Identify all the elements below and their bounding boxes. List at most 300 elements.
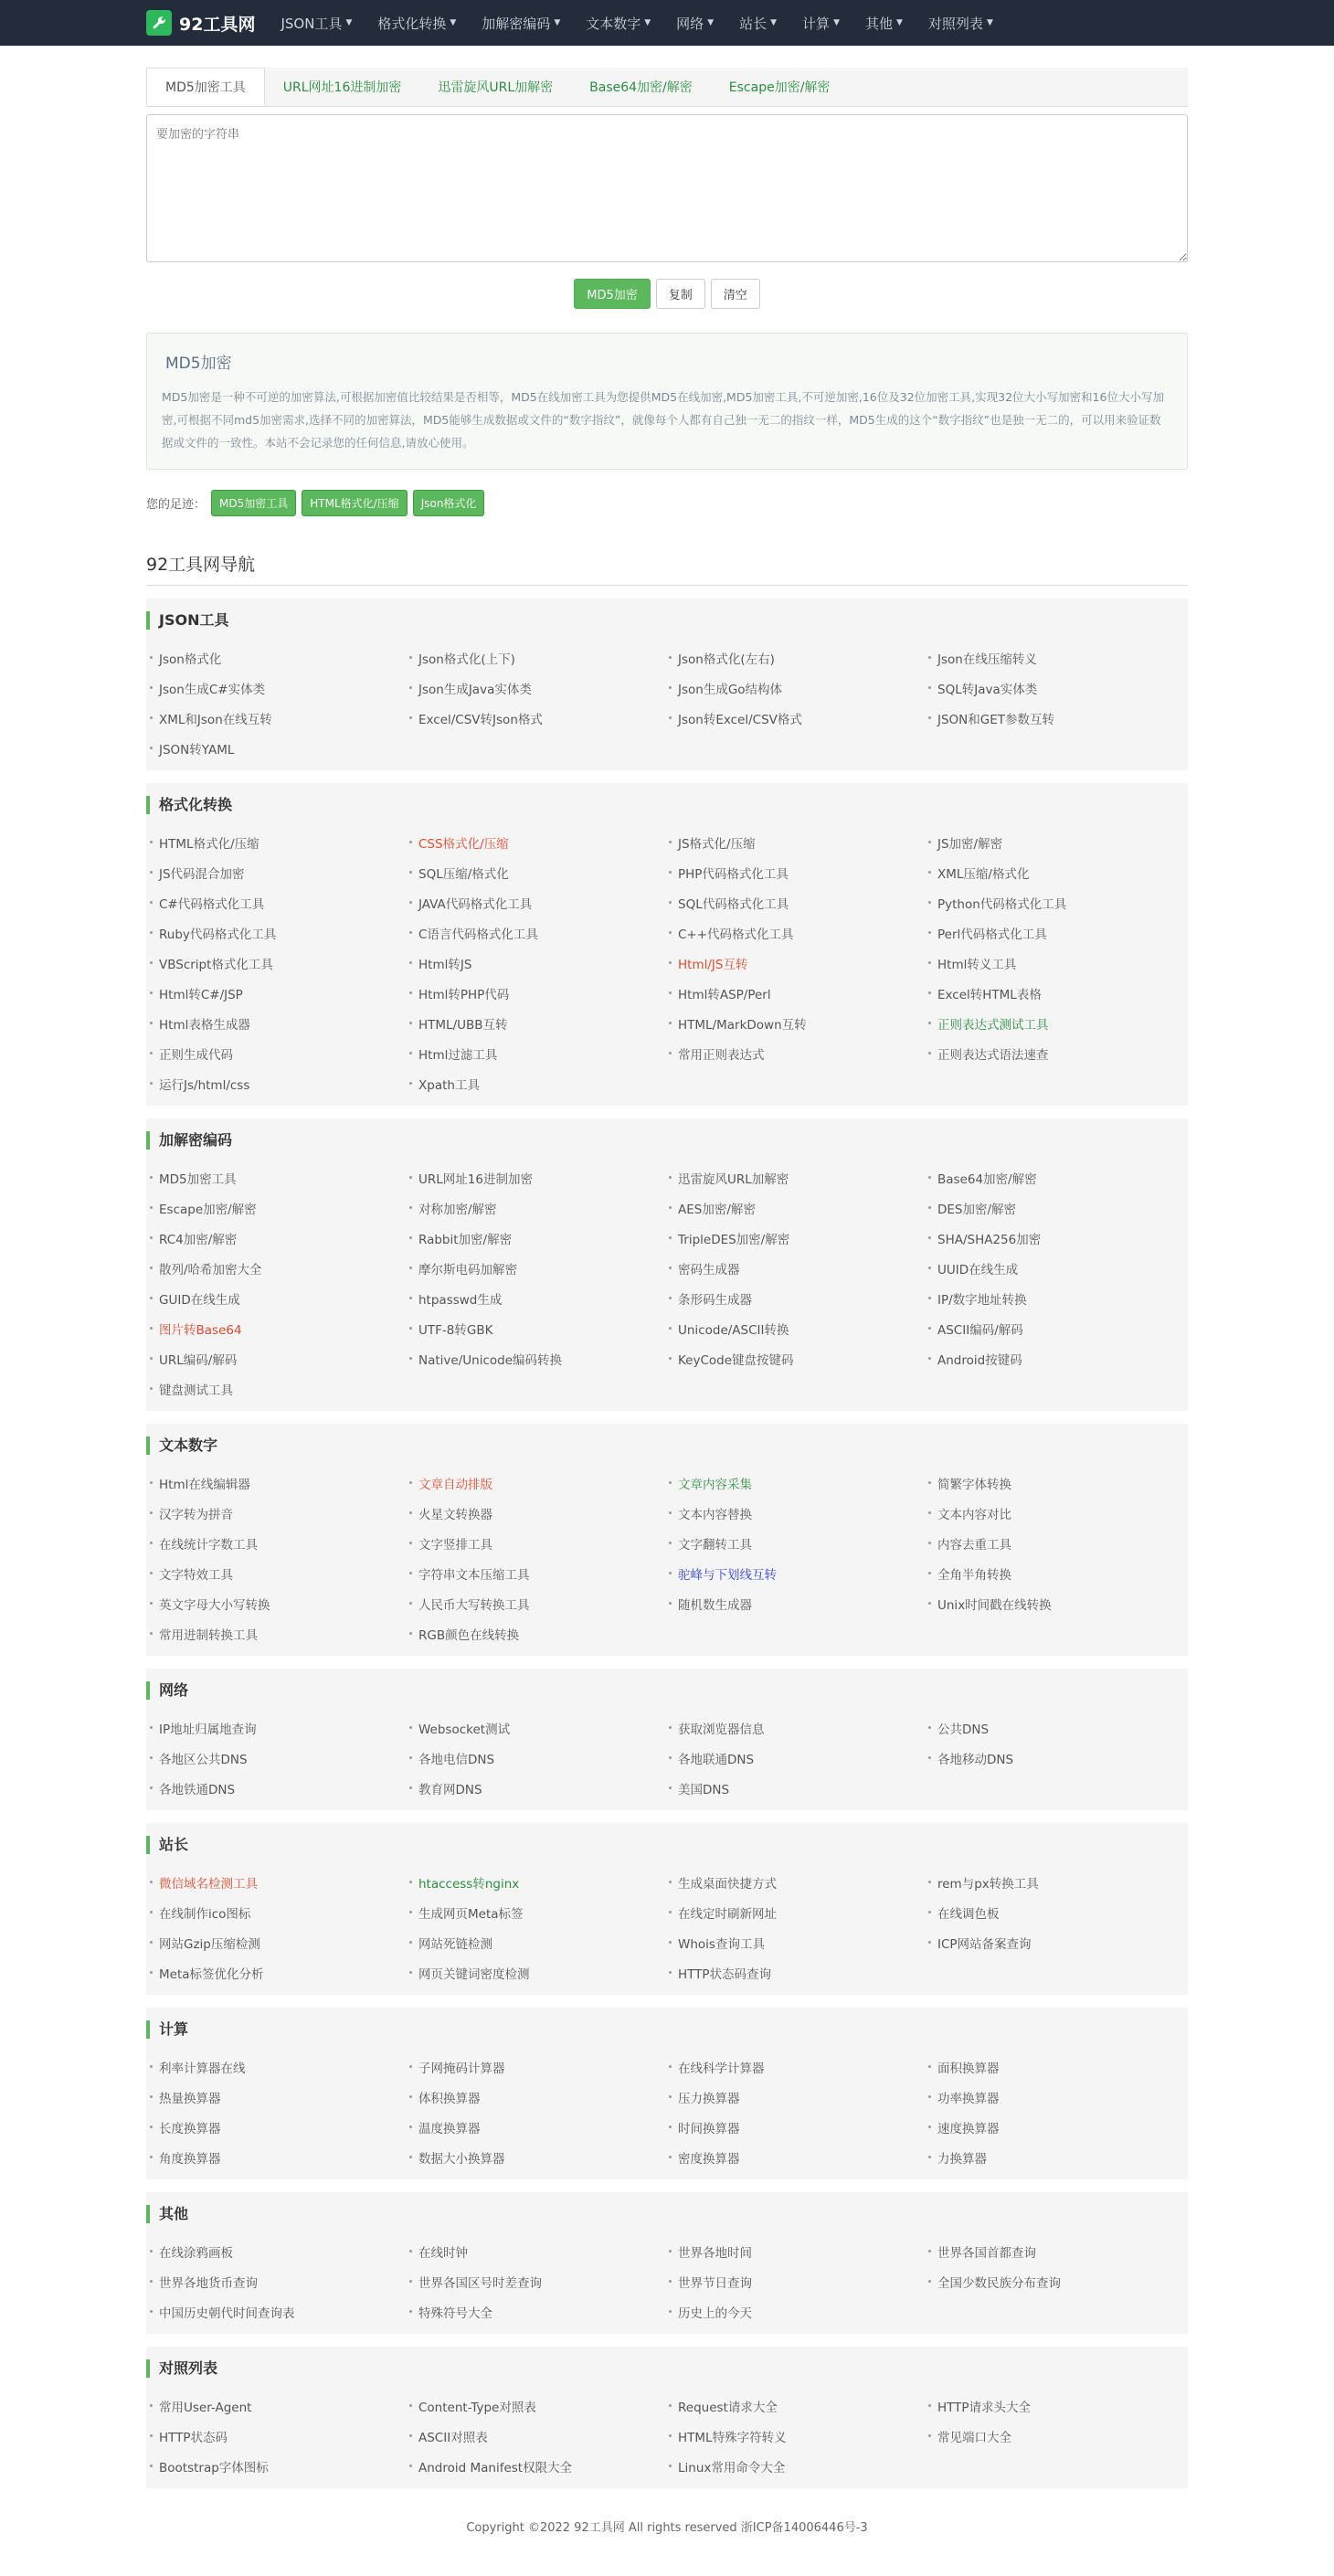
tool-link[interactable]: [669, 1743, 928, 1773]
nav-item-label: 对照列表: [927, 15, 983, 32]
nav-item[interactable]: [789, 0, 852, 46]
tool-link-label: ICP网站备案查询: [937, 1936, 1032, 1952]
md5-encrypt-button[interactable]: MD5加密: [574, 279, 651, 309]
bullet-icon: [409, 961, 412, 964]
tool-link-label: 文本内容替换: [678, 1507, 752, 1522]
tool-link[interactable]: [150, 1343, 409, 1373]
bullet-icon: [150, 686, 153, 689]
tool-link[interactable]: [409, 2236, 669, 2266]
bullet-icon: [669, 2434, 672, 2437]
bullet-icon: [669, 2095, 672, 2098]
tool-link-label: 英文字母大小写转换: [159, 1597, 270, 1613]
tool-link[interactable]: [409, 1867, 669, 1897]
tool-link-label: Json转Excel/CSV格式: [678, 712, 802, 727]
tool-link[interactable]: [669, 1528, 928, 1558]
tool-link[interactable]: [928, 2390, 1188, 2421]
tool-link[interactable]: [669, 2451, 928, 2481]
tool-link[interactable]: [150, 827, 409, 857]
tool-link-label: Html转JS: [418, 957, 472, 972]
tab[interactable]: MD5加密工具: [146, 68, 265, 106]
bullet-icon: [928, 1052, 931, 1055]
tool-link[interactable]: [669, 978, 928, 1008]
tool-link-label: Html表格生成器: [159, 1017, 250, 1033]
bullet-icon: [928, 931, 931, 934]
tool-link[interactable]: [928, 1712, 1188, 1743]
tool-link[interactable]: [150, 978, 409, 1008]
caret-down-icon: ▼: [644, 18, 651, 27]
bullet-icon: [669, 1572, 672, 1574]
tool-link[interactable]: [669, 1867, 928, 1897]
bullet-icon: [669, 991, 672, 994]
bullet-icon: [928, 2156, 931, 2158]
bullet-icon: [150, 2434, 153, 2437]
category-title: 格式化转换: [146, 796, 1188, 814]
tool-link[interactable]: [928, 1528, 1188, 1558]
tool-link[interactable]: [669, 2112, 928, 2142]
category-grid: [146, 2236, 1188, 2327]
tool-link[interactable]: [409, 1498, 669, 1528]
tool-link-label: 汉字转为拼音: [159, 1507, 233, 1522]
tool-link-label: 文字竖排工具: [418, 1537, 492, 1553]
copy-button[interactable]: 复制: [656, 279, 705, 309]
tool-link[interactable]: [669, 1162, 928, 1193]
tool-link[interactable]: [150, 1498, 409, 1528]
tool-link[interactable]: [150, 2236, 409, 2266]
tool-link-label: HTML格式化/压缩: [159, 836, 259, 852]
tool-link-label: 世界各地时间: [678, 2245, 752, 2261]
tool-link-label: JS格式化/压缩: [678, 836, 756, 852]
category-title: 其他: [146, 2205, 1188, 2223]
tool-link[interactable]: [928, 1588, 1188, 1618]
tool-link[interactable]: [928, 1162, 1188, 1193]
bullet-icon: [409, 931, 412, 934]
bullet-icon: [669, 871, 672, 874]
tool-link[interactable]: [150, 1373, 409, 1404]
tool-link[interactable]: [150, 1468, 409, 1498]
tool-link[interactable]: [928, 1283, 1188, 1313]
tool-link[interactable]: [669, 1038, 928, 1068]
bullet-icon: [150, 1786, 153, 1789]
tool-link-label: Xpath工具: [418, 1077, 480, 1093]
tool-link[interactable]: [669, 1223, 928, 1253]
bullet-icon: [669, 1267, 672, 1269]
tool-link-label: 微信域名检测工具: [159, 1876, 258, 1892]
tool-link[interactable]: [150, 2266, 409, 2296]
tool-link-label: 生成网页Meta标签: [418, 1906, 524, 1922]
bullet-icon: [409, 1176, 412, 1179]
tool-link[interactable]: [669, 1343, 928, 1373]
nav-item[interactable]: [663, 0, 726, 46]
tool-link-label: 热量换算器: [159, 2091, 221, 2106]
bullet-icon: [150, 747, 153, 749]
tool-link[interactable]: [928, 1897, 1188, 1927]
bullet-icon: [150, 1971, 153, 1974]
tool-link-label: URL编码/解码: [159, 1352, 238, 1368]
bullet-icon: [928, 2125, 931, 2128]
tool-link[interactable]: [150, 1038, 409, 1068]
tool-link[interactable]: [409, 1927, 669, 1957]
tool-link[interactable]: [669, 2082, 928, 2112]
tool-link[interactable]: [669, 1468, 928, 1498]
tool-link-label: 角度换算器: [159, 2151, 221, 2167]
tool-link-label: 数据大小换算器: [418, 2151, 505, 2167]
tool-link[interactable]: [409, 1313, 669, 1343]
tool-link[interactable]: [150, 2112, 409, 2142]
tool-link-label: 在线调色板: [937, 1906, 1000, 1922]
tool-link[interactable]: [669, 2051, 928, 2082]
tool-link-label: 各地铁通DNS: [159, 1782, 236, 1797]
tool-link[interactable]: [409, 2112, 669, 2142]
tool-link[interactable]: [150, 1008, 409, 1038]
bullet-icon: [150, 1236, 153, 1239]
tool-link[interactable]: [928, 2112, 1188, 2142]
nav-item[interactable]: [852, 0, 916, 46]
tool-link-label: 全国少数民族分布查询: [937, 2275, 1061, 2291]
tab[interactable]: Escape加密/解密: [728, 80, 831, 95]
tool-link-label: Rabbit加密/解密: [418, 1232, 513, 1247]
category-section: [146, 1424, 1188, 1656]
tool-link[interactable]: [928, 2266, 1188, 2296]
caret-down-icon: ▼: [450, 18, 457, 27]
nav-item[interactable]: [573, 0, 663, 46]
tool-link[interactable]: [150, 917, 409, 948]
tool-link[interactable]: [669, 1927, 928, 1957]
tool-link-label: 历史上的今天: [678, 2306, 752, 2321]
tool-link[interactable]: [409, 2296, 669, 2327]
tab[interactable]: 迅雷旋风URL加解密: [438, 80, 554, 95]
tool-link[interactable]: [150, 703, 409, 733]
tool-link[interactable]: [150, 1957, 409, 1988]
tool-link[interactable]: [409, 1193, 669, 1223]
tool-link[interactable]: [409, 1008, 669, 1038]
tool-link[interactable]: [669, 1897, 928, 1927]
tool-link[interactable]: [928, 857, 1188, 887]
tool-link[interactable]: [409, 2051, 669, 2082]
bullet-icon: [928, 1941, 931, 1944]
tool-link[interactable]: [150, 1162, 409, 1193]
tool-link[interactable]: [150, 2051, 409, 2082]
bullet-icon: [669, 2465, 672, 2467]
tool-link[interactable]: [409, 827, 669, 857]
tool-link[interactable]: [409, 1897, 669, 1927]
bullet-icon: [928, 901, 931, 904]
tool-link[interactable]: [409, 642, 669, 673]
tool-link-label: 字符串文本压缩工具: [418, 1567, 530, 1583]
bullet-icon: [409, 1572, 412, 1574]
tool-link-label: Content-Type对照表: [418, 2400, 536, 2415]
tool-link[interactable]: [669, 948, 928, 978]
tool-link[interactable]: [150, 1223, 409, 1253]
tool-link[interactable]: [669, 1957, 928, 1988]
tool-link[interactable]: [409, 978, 669, 1008]
tool-link-label: 在线科学计算器: [678, 2061, 765, 2076]
bullet-icon: [669, 1176, 672, 1179]
tool-link[interactable]: [669, 2142, 928, 2172]
tool-link[interactable]: [928, 978, 1188, 1008]
tool-link[interactable]: [928, 2236, 1188, 2266]
tool-link[interactable]: [669, 2390, 928, 2421]
tab[interactable]: URL网址16进制加密: [282, 80, 402, 95]
tool-link-label: Html转C#/JSP: [159, 987, 243, 1002]
footprint-tag[interactable]: HTML格式化/压缩: [302, 490, 407, 516]
tool-link[interactable]: [409, 1618, 669, 1648]
clear-button[interactable]: 清空: [711, 279, 760, 309]
tool-link[interactable]: [150, 1927, 409, 1957]
bullet-icon: [150, 931, 153, 934]
tool-link[interactable]: [669, 2296, 928, 2327]
tool-link-label: 各地区公共DNS: [159, 1752, 248, 1767]
tool-link[interactable]: [928, 703, 1188, 733]
tool-link[interactable]: [409, 1253, 669, 1283]
tool-link[interactable]: [669, 1193, 928, 1223]
bullet-icon: [150, 1726, 153, 1729]
tool-link[interactable]: [928, 917, 1188, 948]
tool-link[interactable]: [409, 673, 669, 703]
info-panel: [146, 333, 1188, 470]
tool-link[interactable]: [409, 2451, 669, 2481]
tool-link[interactable]: [669, 1712, 928, 1743]
bullet-icon: [150, 1206, 153, 1209]
tool-link[interactable]: [150, 1068, 409, 1098]
tool-link[interactable]: [409, 2082, 669, 2112]
tool-link[interactable]: [669, 917, 928, 948]
tool-link[interactable]: [669, 1008, 928, 1038]
tool-link[interactable]: [150, 1313, 409, 1343]
tool-link-label: HTML/UBB互转: [418, 1017, 508, 1033]
tool-link[interactable]: [928, 2142, 1188, 2172]
tool-link[interactable]: [150, 1283, 409, 1313]
tool-link[interactable]: [928, 642, 1188, 673]
tool-link[interactable]: [928, 1927, 1188, 1957]
tool-link[interactable]: [928, 1008, 1188, 1038]
tool-link[interactable]: [150, 673, 409, 703]
tool-link[interactable]: [150, 642, 409, 673]
tool-link[interactable]: [409, 2390, 669, 2421]
category-section: [146, 783, 1188, 1106]
bullet-icon: [409, 1911, 412, 1913]
tool-link[interactable]: [409, 1223, 669, 1253]
tool-link-label: Html/JS互转: [678, 957, 748, 972]
tool-link[interactable]: [669, 1283, 928, 1313]
tool-link[interactable]: [150, 1712, 409, 1743]
tool-link[interactable]: [928, 1743, 1188, 1773]
tool-link[interactable]: [928, 1313, 1188, 1343]
tool-link[interactable]: [150, 733, 409, 763]
bullet-icon: [150, 901, 153, 904]
tool-link[interactable]: [150, 1558, 409, 1588]
nav-item[interactable]: [726, 0, 789, 46]
tool-link[interactable]: [150, 1867, 409, 1897]
tool-link[interactable]: [409, 948, 669, 978]
tool-link[interactable]: [409, 1528, 669, 1558]
tool-link[interactable]: [150, 2451, 409, 2481]
tool-link[interactable]: [409, 2142, 669, 2172]
tool-link[interactable]: [409, 1558, 669, 1588]
tool-link-label: 压力换算器: [678, 2091, 740, 2106]
tool-link[interactable]: [928, 2051, 1188, 2082]
bullet-icon: [150, 1481, 153, 1484]
brand-logo[interactable]: [146, 10, 255, 36]
category-title: JSON工具: [146, 611, 1188, 630]
tool-link-label: 教育网DNS: [418, 1782, 482, 1797]
tool-link-label: Json生成Java实体类: [418, 682, 532, 697]
tool-link[interactable]: [928, 1038, 1188, 1068]
tool-link[interactable]: [150, 1618, 409, 1648]
tool-link[interactable]: [150, 887, 409, 917]
tool-link[interactable]: [409, 1068, 669, 1098]
bullet-icon: [409, 1052, 412, 1055]
tool-link[interactable]: [928, 673, 1188, 703]
nav-item[interactable]: [469, 0, 573, 46]
tool-link[interactable]: [669, 1313, 928, 1343]
tool-link[interactable]: [409, 1743, 669, 1773]
tool-link[interactable]: [150, 2142, 409, 2172]
tool-link[interactable]: [409, 1162, 669, 1193]
tool-link[interactable]: [928, 2082, 1188, 2112]
tool-link[interactable]: [669, 857, 928, 887]
bullet-icon: [409, 2095, 412, 2098]
tool-link[interactable]: [150, 2421, 409, 2451]
tool-link[interactable]: [150, 1588, 409, 1618]
tool-link[interactable]: [150, 2296, 409, 2327]
tool-link[interactable]: [928, 1558, 1188, 1588]
bullet-icon: [669, 1297, 672, 1299]
tool-link-label: 世界节日查询: [678, 2275, 752, 2291]
tool-link[interactable]: [409, 2266, 669, 2296]
bullet-icon: [409, 2404, 412, 2407]
tool-link[interactable]: [409, 857, 669, 887]
tool-link[interactable]: [150, 1528, 409, 1558]
tool-link[interactable]: [928, 2421, 1188, 2451]
tool-link-label: 各地移动DNS: [937, 1752, 1014, 1767]
tool-link-label: Unix时间戳在线转换: [937, 1597, 1052, 1613]
tool-link-label: 正则表达式测试工具: [937, 1017, 1049, 1033]
tool-link[interactable]: [928, 1193, 1188, 1223]
tool-link-label: 正则表达式语法速查: [937, 1047, 1049, 1063]
bullet-icon: [150, 871, 153, 874]
bullet-icon: [928, 1511, 931, 1514]
bullet-icon: [150, 1572, 153, 1574]
caret-down-icon: ▼: [345, 18, 353, 27]
tool-link[interactable]: [669, 2236, 928, 2266]
category-section: [146, 2008, 1188, 2179]
tool-link-label: XML压缩/格式化: [937, 866, 1030, 882]
tool-link[interactable]: [409, 1957, 669, 1988]
tool-link[interactable]: [928, 827, 1188, 857]
tool-link[interactable]: [669, 1773, 928, 1803]
tool-link[interactable]: [409, 703, 669, 733]
nav-item-label: 文本数字: [586, 15, 641, 32]
bullet-icon: [150, 1387, 153, 1390]
tool-link[interactable]: [150, 1193, 409, 1223]
tool-link[interactable]: [928, 1253, 1188, 1283]
tool-link[interactable]: [928, 1343, 1188, 1373]
tool-link[interactable]: [409, 1588, 669, 1618]
tool-link[interactable]: [409, 917, 669, 948]
tool-link[interactable]: [669, 827, 928, 857]
tool-link[interactable]: [669, 2266, 928, 2296]
nav-item[interactable]: [916, 0, 1006, 46]
tab[interactable]: Base64加密/解密: [589, 80, 693, 95]
tool-link[interactable]: [928, 1223, 1188, 1253]
tool-link[interactable]: [669, 642, 928, 673]
bullet-icon: [409, 716, 412, 719]
bullet-icon: [150, 1082, 153, 1085]
bullet-icon: [409, 1206, 412, 1209]
tool-link[interactable]: [150, 1897, 409, 1927]
tool-link-label: TripleDES加密/解密: [678, 1232, 790, 1247]
tool-link-label: 驼峰与下划线互转: [678, 1567, 777, 1583]
bullet-icon: [150, 656, 153, 659]
bullet-icon: [669, 686, 672, 689]
bullet-icon: [669, 1052, 672, 1055]
nav-item[interactable]: [365, 0, 469, 46]
tool-link[interactable]: [669, 1558, 928, 1588]
tool-link[interactable]: [928, 1867, 1188, 1897]
tool-link[interactable]: [409, 1468, 669, 1498]
footprint-tag[interactable]: Json格式化: [413, 490, 485, 516]
bullet-icon: [150, 2156, 153, 2158]
nav-item-label: 站长: [739, 15, 768, 32]
tool-link[interactable]: [928, 887, 1188, 917]
tool-link[interactable]: [150, 948, 409, 978]
tool-link[interactable]: [669, 2421, 928, 2451]
bullet-icon: [669, 2250, 672, 2253]
info-text: MD5加密是一种不可逆的加密算法,可根据加密值比较结果是否相等，MD5在线加密工具为您提供MD5在线加密,MD5加密工具,不可逆加密,16位及32位加密工具,实现32位大小写加密和16位大小写加密,可根据不同md5加密需求,选择不同的加密算法，MD5能够生成数据或文件的“数字指纹”，就像每个人都有自己独一无二的指纹一样，MD5生成的这个“数字指纹”也是独一无二的，可以用来验证数据或文件的一致性。本站不会记录您的任何信息,请放心使用。: [162, 390, 1164, 450]
tool-link[interactable]: [150, 1743, 409, 1773]
tool-link[interactable]: [669, 887, 928, 917]
tool-link[interactable]: [669, 673, 928, 703]
tool-link-label: 在线统计字数工具: [159, 1537, 258, 1553]
bullet-icon: [928, 1756, 931, 1759]
tool-link-label: 利率计算器在线: [159, 2061, 246, 2076]
tool-link-label: Json生成C#实体类: [159, 682, 266, 697]
tool-link[interactable]: [150, 1253, 409, 1283]
category-title: 站长: [146, 1836, 1188, 1854]
tool-link[interactable]: [409, 2421, 669, 2451]
tool-link[interactable]: [150, 2082, 409, 2112]
tool-link[interactable]: [409, 1773, 669, 1803]
bullet-icon: [150, 1511, 153, 1514]
tool-link[interactable]: [409, 1343, 669, 1373]
caret-down-icon: ▼: [770, 18, 778, 27]
tool-link-label: KeyCode键盘按键码: [678, 1352, 794, 1368]
tool-link[interactable]: [928, 1468, 1188, 1498]
tool-link[interactable]: [669, 1253, 928, 1283]
tool-link[interactable]: [150, 1773, 409, 1803]
tool-link[interactable]: [409, 1038, 669, 1068]
tool-link[interactable]: [928, 948, 1188, 978]
tool-link[interactable]: [409, 1712, 669, 1743]
encrypt-input[interactable]: [146, 114, 1188, 262]
tool-link-label: 时间换算器: [678, 2121, 740, 2136]
tool-link[interactable]: [928, 1498, 1188, 1528]
nav-item[interactable]: [268, 0, 365, 46]
bullet-icon: [669, 1327, 672, 1330]
tool-link[interactable]: [150, 857, 409, 887]
footprint-tag[interactable]: MD5加密工具: [211, 490, 296, 516]
tool-link[interactable]: [409, 887, 669, 917]
tool-link[interactable]: [669, 1588, 928, 1618]
tool-link[interactable]: [409, 1283, 669, 1313]
tool-link[interactable]: [669, 703, 928, 733]
tool-link-label: HTTP请求头大全: [937, 2400, 1032, 2415]
tool-link[interactable]: [669, 1498, 928, 1528]
tool-link-label: Native/Unicode编码转换: [418, 1352, 563, 1368]
tool-link[interactable]: [150, 2390, 409, 2421]
bullet-icon: [409, 1881, 412, 1883]
tool-link-label: URL网址16进制加密: [418, 1171, 533, 1187]
